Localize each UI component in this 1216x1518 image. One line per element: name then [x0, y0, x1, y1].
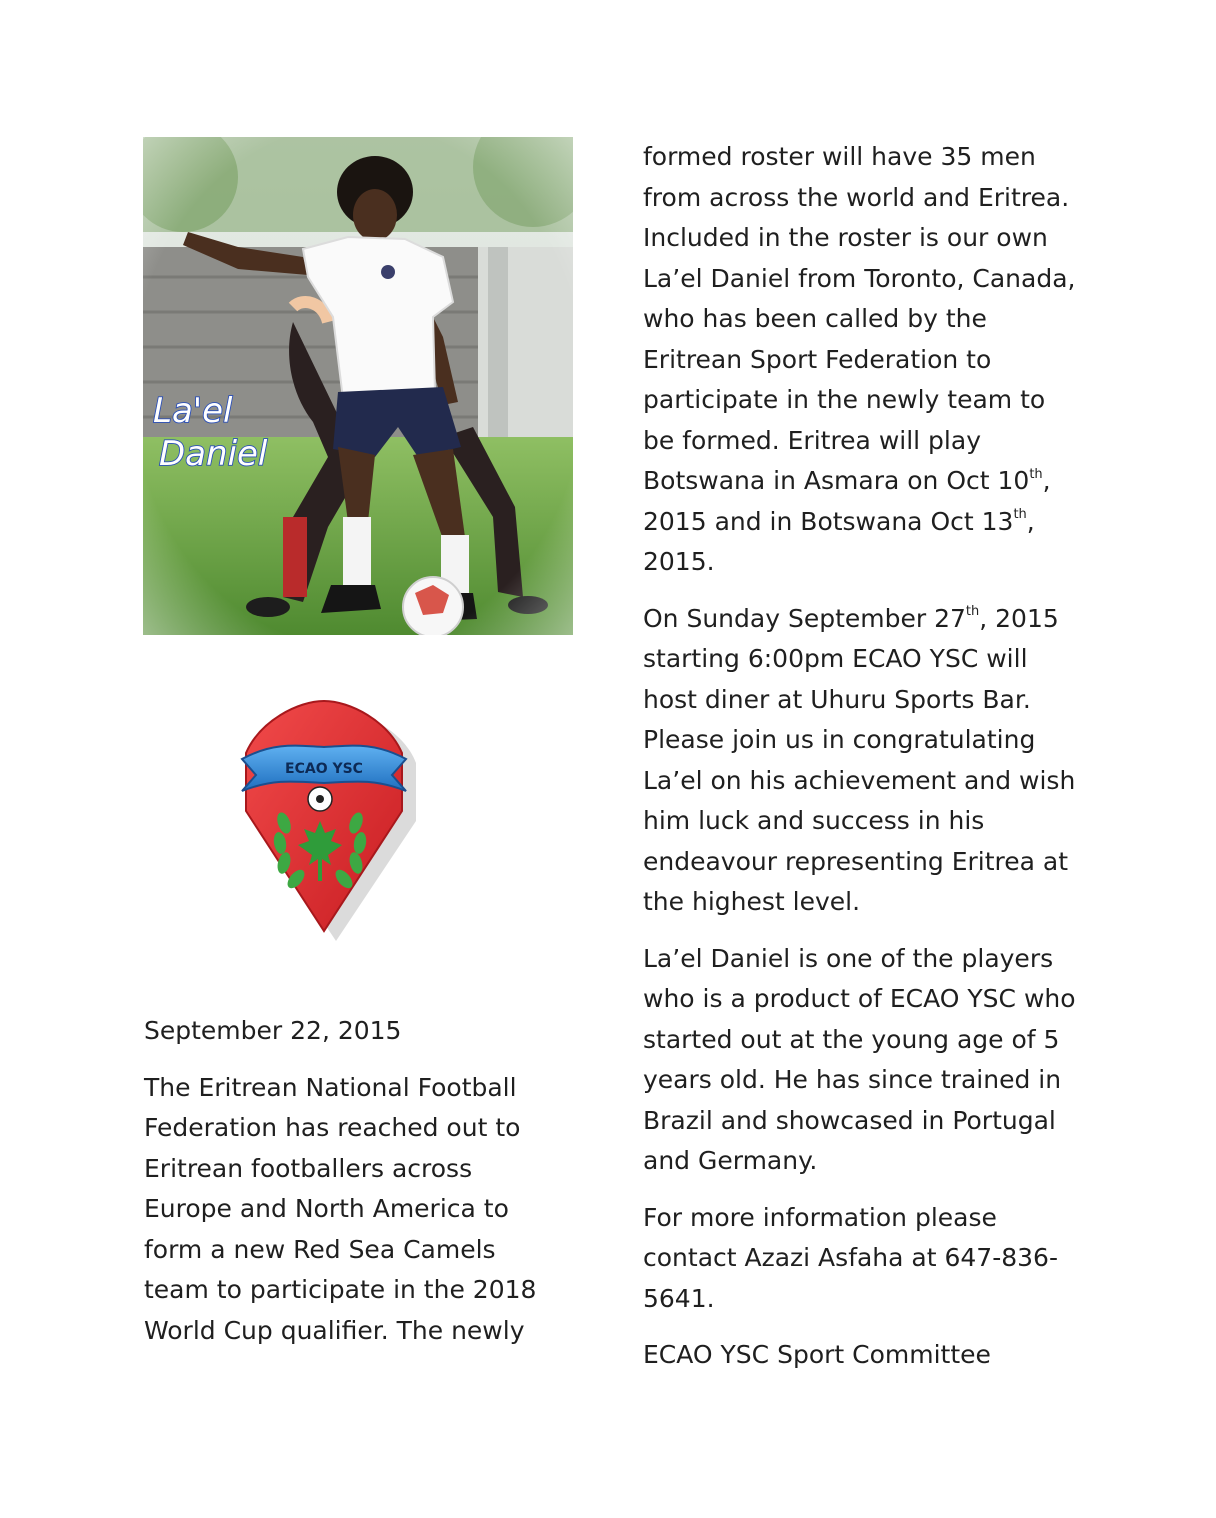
- roster-text-c: , 2015.: [643, 506, 1035, 576]
- player-photo: [143, 137, 573, 635]
- roster-text-a: formed roster will have 35 men from across the world and Eritrea. Included in the roster is our own La’el Daniel from Toronto, Canada, who has been called by the Eritrean Sport Federation to participate in the newly team to be formed. Eritrea will play Botswana in Asmara on Oct 10: [643, 142, 1076, 495]
- paragraph-dinner: [643, 599, 1083, 923]
- superscript-th: th: [1029, 466, 1043, 482]
- left-column: [144, 1011, 564, 1367]
- article-date: September 22, 2015: [144, 1016, 402, 1045]
- paragraph-background: La’el Daniel is one of the players who is a product of ECAO YSC who started out at the young age of 5 years old. He has since trained in Brazil and showcased in Portugal and Germany.: [643, 943, 1076, 1175]
- paragraph-intro: The Eritrean National Football Federation has reached out to Eritrean footballers across Europe and North America to form a new Red Sea Camels team to participate in the 2018 World Cup qualifier. The newly: [144, 1072, 537, 1345]
- club-logo: [232, 695, 416, 945]
- player-photo-illustration: [143, 137, 573, 635]
- dinner-text-a: On Sunday September 27: [643, 603, 966, 633]
- photo-caption-line2: Daniel: [159, 434, 268, 474]
- paragraph-roster: [643, 137, 1083, 583]
- superscript-th: th: [1013, 507, 1027, 523]
- superscript-th: th: [965, 604, 980, 620]
- club-crest-icon: [232, 695, 416, 945]
- right-column: [643, 137, 1083, 1392]
- dinner-text-b: , 2015 starting 6:00pm ECAO YSC will host diner at Uhuru Sports Bar. Please join us in congratulating La’el on his achievement and wish him luck and success in his endeavour representing Eritrea at the highest level.: [643, 603, 1076, 916]
- photo-caption-line1: La'el: [153, 391, 233, 431]
- logo-banner-text: ECAO YSC: [285, 761, 363, 777]
- signature: ECAO YSC Sport Committee: [643, 1340, 991, 1369]
- paragraph-contact: For more information please contact Azazi Asfaha at 647-836-5641.: [643, 1202, 1058, 1313]
- roster-text-b: , 2015 and in Botswana Oct 13: [643, 466, 1051, 536]
